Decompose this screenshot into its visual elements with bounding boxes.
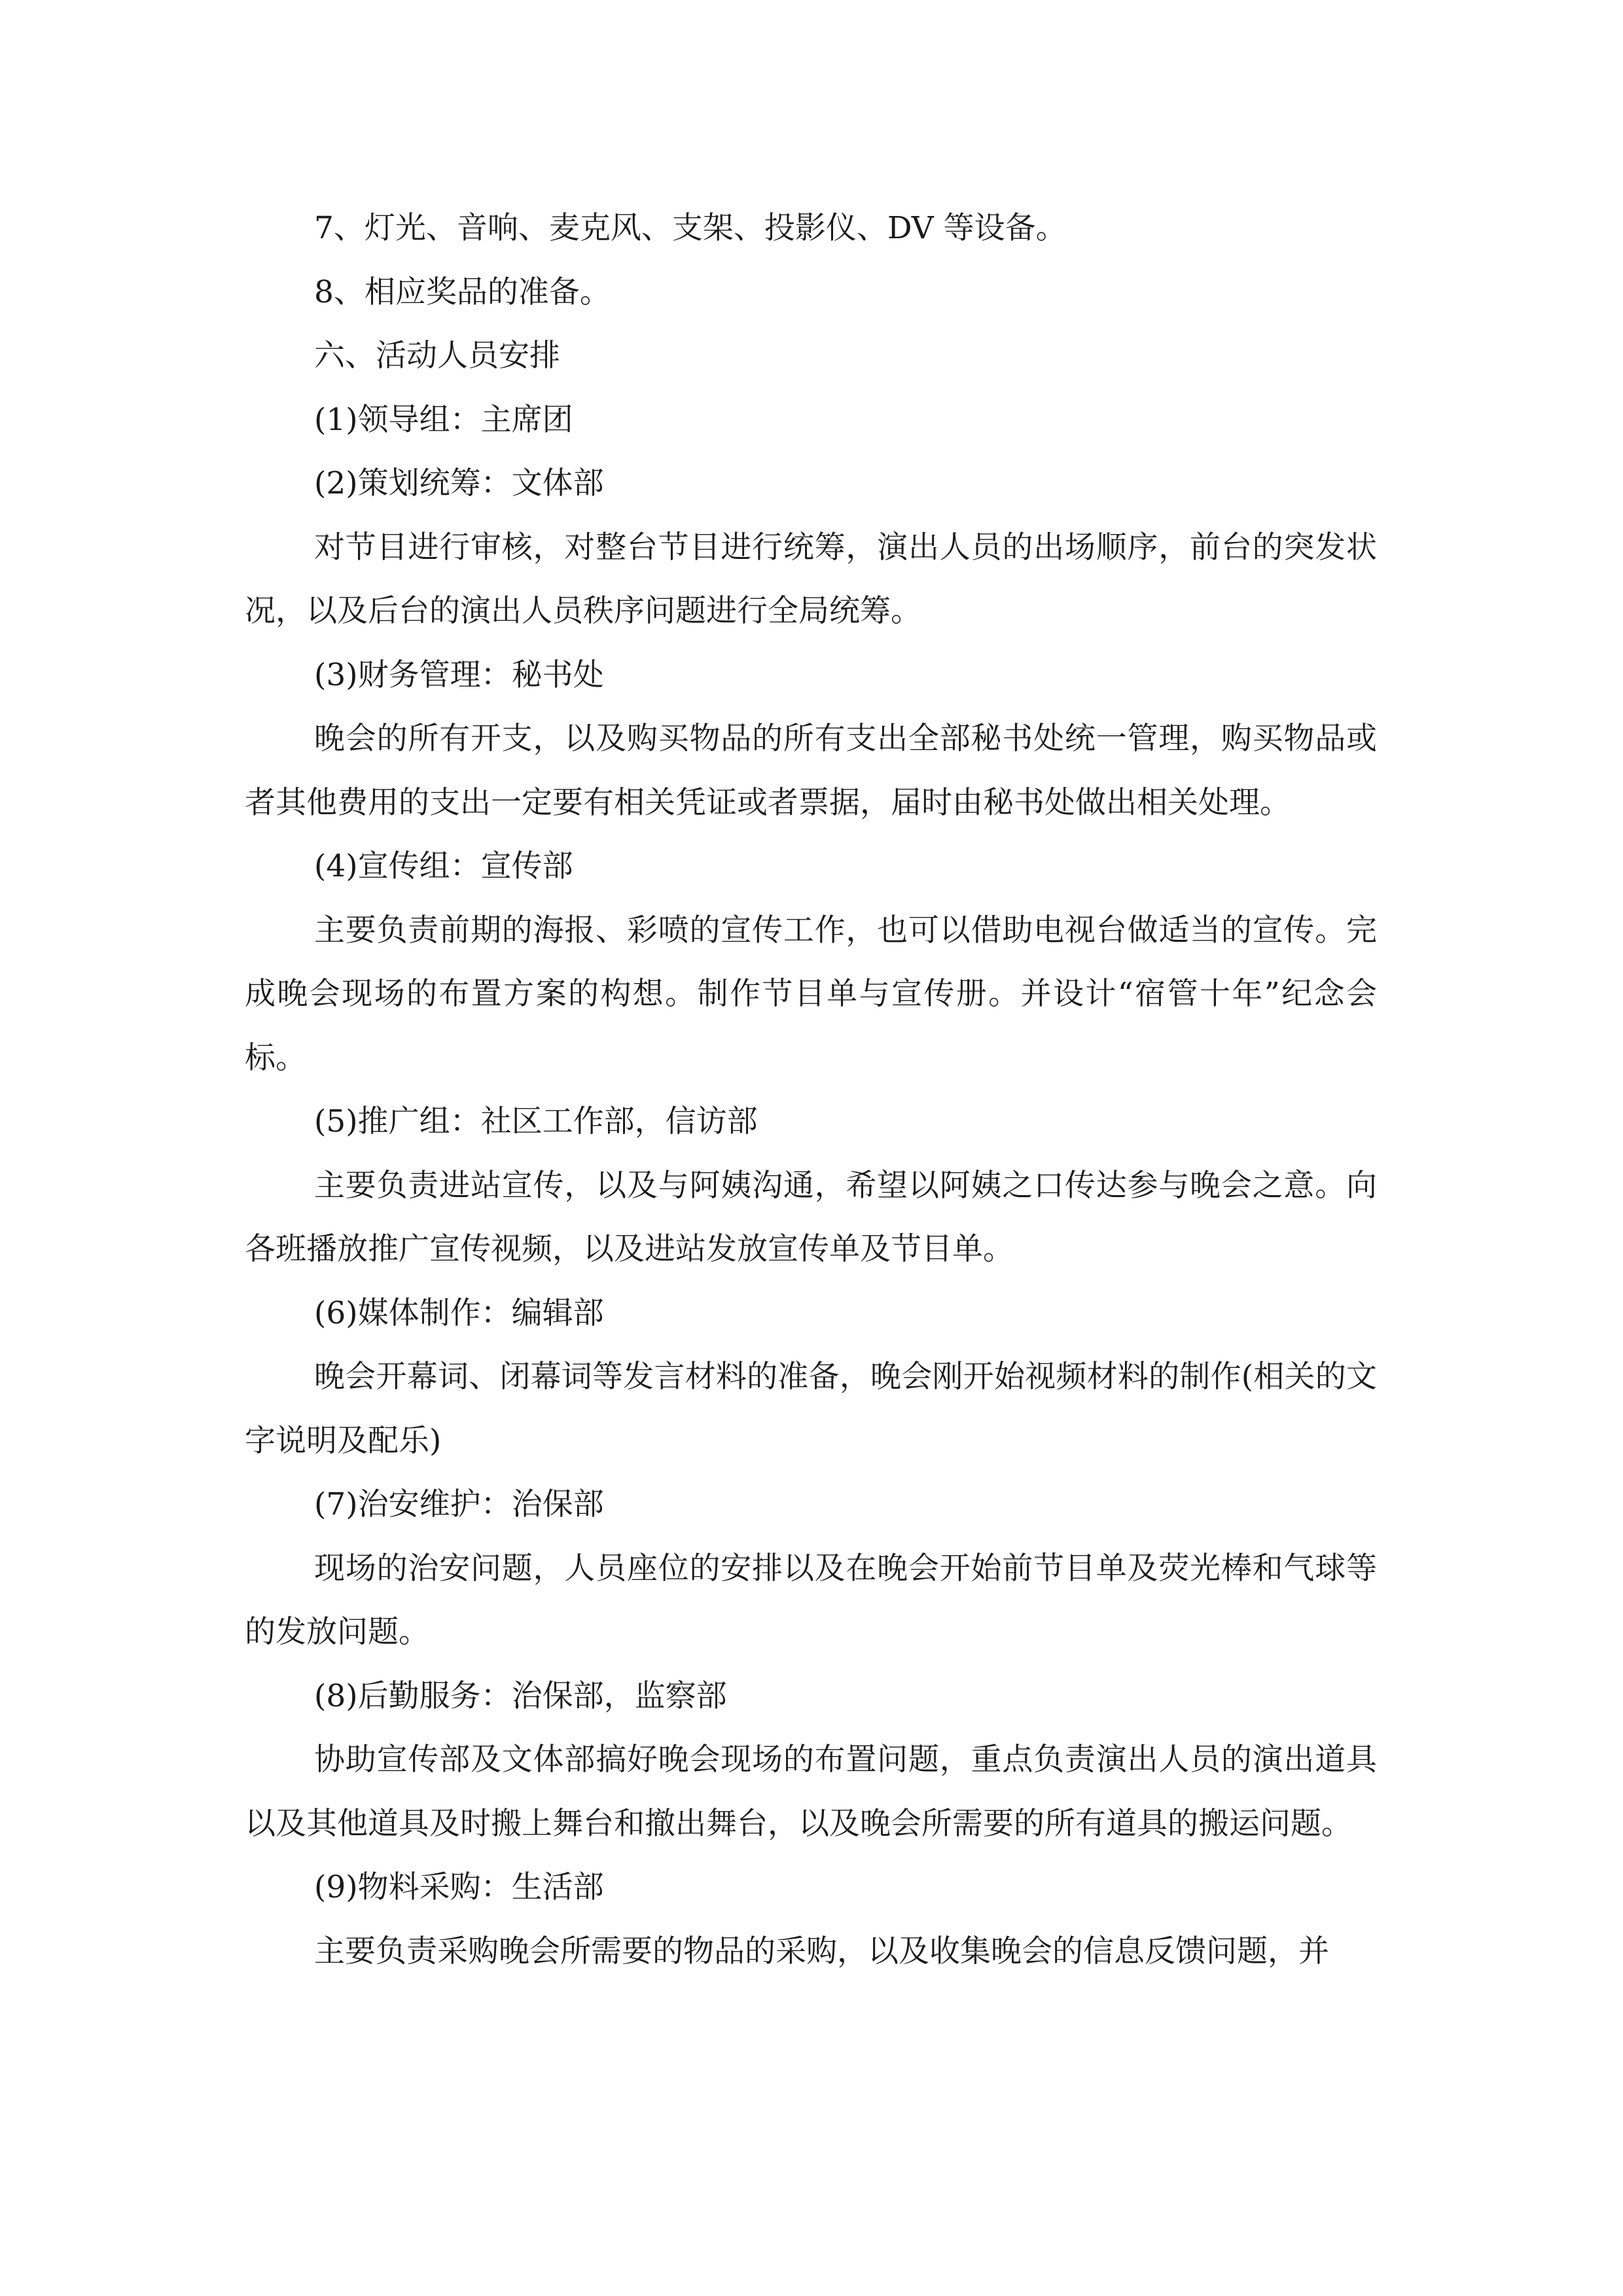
list-item-equipment: 7、灯光、音响、麦克风、支架、投影仪、DV 等设备。 (314, 210, 1067, 246)
role-description-planning: 对节目进行审核，对整台节目进行统筹，演出人员的出场顺序，前台的突发状况，以及后台的演出人员秩序问题进行全局统筹。 (245, 529, 1377, 629)
role-heading-finance: (3)财务管理：秘书处 (314, 656, 604, 693)
role-description-logistics: 协助宣传部及文体部搞好晚会现场的布置问题，重点负责演出人员的演出道具以及其他道具及时搬上舞台和撤出舞台，以及晚会所需要的所有道具的搬运问题。 (245, 1742, 1377, 1842)
role-heading-leadership: (1)领导组：主席团 (314, 401, 573, 438)
role-heading-security: (7)治安维护：治保部 (314, 1486, 604, 1522)
section-heading-staffing: 六、活动人员安排 (314, 338, 560, 374)
document-body (245, 196, 1377, 1983)
role-description-publicity: 主要负责前期的海报、彩喷的宣传工作，也可以借助电视台做适当的宣传。完成晚会现场的布置方案的构想。制作节目单与宣传册。并设计“宿管十年”纪念会标。 (245, 912, 1377, 1076)
role-heading-planning: (2)策划统筹：文体部 (314, 465, 604, 501)
role-heading-promotion: (5)推广组：社区工作部，信访部 (314, 1103, 758, 1139)
role-description-finance: 晚会的所有开支，以及购买物品的所有支出全部秘书处统一管理，购买物品或者其他费用的支出一定要有相关凭证或者票据，届时由秘书处做出相关处理。 (245, 721, 1377, 821)
role-description-promotion: 主要负责进站宣传，以及与阿姨沟通，希望以阿姨之口传达参与晚会之意。向各班播放推广宣传视频，以及进站发放宣传单及节目单。 (245, 1167, 1377, 1267)
role-description-procurement: 主要负责采购晚会所需要的物品的采购，以及收集晚会的信息反馈问题，并 (314, 1933, 1329, 1969)
role-heading-media: (6)媒体制作：编辑部 (314, 1295, 604, 1331)
role-heading-publicity: (4)宣传组：宣传部 (314, 848, 573, 884)
role-heading-logistics: (8)后勤服务：治保部，监察部 (314, 1677, 727, 1714)
role-description-security: 现场的治安问题，人员座位的安排以及在晚会开始前节目单及荧光棒和气球等的发放问题。 (245, 1550, 1377, 1650)
list-item-prizes: 8、相应奖品的准备。 (314, 274, 611, 310)
role-heading-procurement: (9)物料采购：生活部 (314, 1869, 604, 1905)
role-description-media: 晚会开幕词、闭幕词等发言材料的准备，晚会刚开始视频材料的制作(相关的文字说明及配乐) (245, 1359, 1377, 1459)
